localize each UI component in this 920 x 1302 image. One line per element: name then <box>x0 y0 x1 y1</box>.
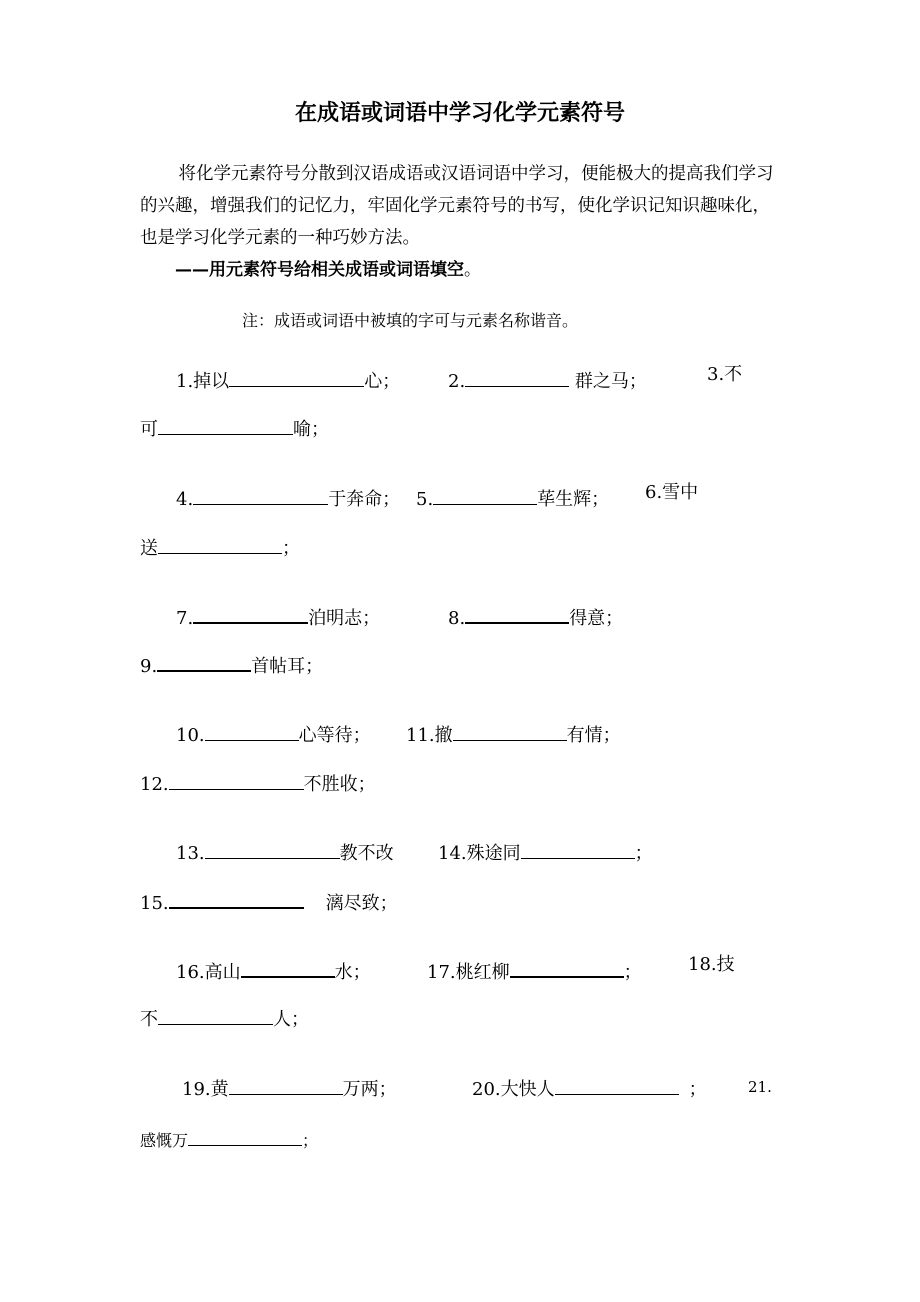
answer-blank-17[interactable] <box>510 956 624 978</box>
question-5-prefix: 5. <box>416 489 434 510</box>
question-1-suffix: 心； <box>364 371 401 392</box>
question-13 <box>176 838 394 863</box>
question-10-prefix: 10. <box>176 725 205 746</box>
question-20 <box>472 1074 707 1099</box>
answer-blank-21[interactable] <box>188 1127 302 1146</box>
question-4-prefix: 4. <box>176 489 194 510</box>
question-7 <box>176 602 380 628</box>
question-11-suffix: 有情； <box>566 725 621 746</box>
question-3-cont <box>140 414 329 439</box>
answer-blank-11[interactable] <box>453 720 567 741</box>
question-3-prefix2: 可 <box>140 419 158 440</box>
answer-blank-4[interactable] <box>193 484 328 505</box>
question-16-suffix: 水； <box>334 962 371 983</box>
question-9-prefix: 9. <box>140 656 158 677</box>
question-6-cont <box>140 533 300 558</box>
question-1 <box>176 366 400 391</box>
question-18-suffix: 人； <box>273 1009 309 1030</box>
instruction-period: 。 <box>464 260 481 280</box>
question-8-prefix: 8. <box>448 608 466 629</box>
note-line: 注：成语或词语中被填的字可与元素名称谐音。 <box>242 311 579 330</box>
question-12-suffix: 不胜收； <box>303 774 376 795</box>
question-17 <box>427 956 642 982</box>
answer-blank-10[interactable] <box>205 720 299 741</box>
question-10 <box>176 720 371 745</box>
question-19-prefix: 19.黄 <box>182 1079 229 1100</box>
question-2 <box>448 366 647 391</box>
question-5-suffix: 荜生辉； <box>537 489 610 510</box>
answer-blank-16[interactable] <box>241 956 335 978</box>
question-18-cont <box>140 1004 309 1029</box>
question-7-suffix: 泊明志； <box>308 608 381 629</box>
question-8 <box>448 602 623 628</box>
question-19-suffix: 万两； <box>342 1079 397 1100</box>
answer-blank-8[interactable] <box>465 602 569 624</box>
question-16 <box>176 956 371 982</box>
answer-blank-2[interactable] <box>465 366 569 387</box>
question-18: 18.技 <box>688 954 735 975</box>
question-2-suffix: 群之马； <box>569 371 647 392</box>
question-8-suffix: 得意； <box>569 608 624 629</box>
question-16-prefix: 16.高山 <box>176 962 241 983</box>
answer-blank-1[interactable] <box>229 366 364 387</box>
question-11-prefix: 11.撤 <box>406 725 453 746</box>
question-21-cont <box>140 1127 318 1149</box>
answer-blank-19[interactable] <box>229 1074 343 1095</box>
answer-blank-15[interactable] <box>169 887 304 909</box>
answer-blank-12[interactable] <box>169 769 304 790</box>
question-21: 21. <box>748 1078 772 1096</box>
question-12-prefix: 12. <box>140 774 169 795</box>
instruction-text: ——用元素符号给相关成语或词语填空 <box>175 260 464 280</box>
question-2-prefix: 2. <box>448 371 466 392</box>
question-3-suffix: 喻； <box>293 419 329 440</box>
question-17-suffix: ； <box>623 962 642 983</box>
answer-blank-3[interactable] <box>158 414 293 435</box>
question-21-suffix: ； <box>302 1131 319 1150</box>
answer-blank-7[interactable] <box>193 602 308 624</box>
answer-blank-9[interactable] <box>157 650 251 672</box>
question-14-prefix: 14.殊途同 <box>438 843 521 864</box>
question-1-prefix: 1.掉以 <box>176 371 230 392</box>
answer-blank-13[interactable] <box>205 838 340 859</box>
question-18-prefix2: 不 <box>140 1009 158 1030</box>
intro-paragraph: 将化学元素符号分散到汉语成语或汉语词语中学习，便能极大的提高我们学习的兴趣，增强我们的记忆力，牢固化学元素符号的书写，使化学识记知识趣味化，也是学习化学元素的一种巧妙方法。 <box>140 164 774 248</box>
question-4 <box>176 484 400 509</box>
instruction-line <box>175 262 481 279</box>
answer-blank-14[interactable] <box>521 838 635 859</box>
question-6-prefix2: 送 <box>140 538 158 559</box>
question-13-prefix: 13. <box>176 843 205 864</box>
question-15-suffix: 漓尽致； <box>325 893 398 914</box>
answer-blank-18[interactable] <box>158 1004 273 1025</box>
question-9 <box>140 650 323 676</box>
question-5 <box>416 484 609 509</box>
question-15-prefix: 15. <box>140 893 169 914</box>
question-20-suffix: ； <box>688 1079 707 1100</box>
question-15 <box>140 887 398 913</box>
question-7-prefix: 7. <box>176 608 194 629</box>
answer-blank-20[interactable] <box>555 1074 679 1095</box>
question-12 <box>140 769 376 794</box>
question-11 <box>406 720 621 745</box>
question-9-suffix: 首帖耳； <box>251 656 324 677</box>
question-19 <box>182 1074 397 1099</box>
question-13-suffix: 教不改 <box>339 843 394 864</box>
question-17-prefix: 17.桃红柳 <box>427 962 510 983</box>
answer-blank-6[interactable] <box>158 533 282 554</box>
question-14-suffix: ； <box>634 843 653 864</box>
answer-blank-5[interactable] <box>433 484 537 505</box>
question-6: 6.雪中 <box>645 482 699 503</box>
page-title: 在成语或词语中学习化学元素符号 <box>294 101 625 126</box>
question-6-suffix: ； <box>282 538 300 559</box>
question-4-suffix: 于奔命； <box>328 489 401 510</box>
question-10-suffix: 心等待； <box>298 725 371 746</box>
question-20-prefix: 20.大快人 <box>472 1079 555 1100</box>
question-3: 3.不 <box>707 364 743 385</box>
question-21-prefix2: 感慨万 <box>140 1131 189 1150</box>
question-14 <box>438 838 653 863</box>
